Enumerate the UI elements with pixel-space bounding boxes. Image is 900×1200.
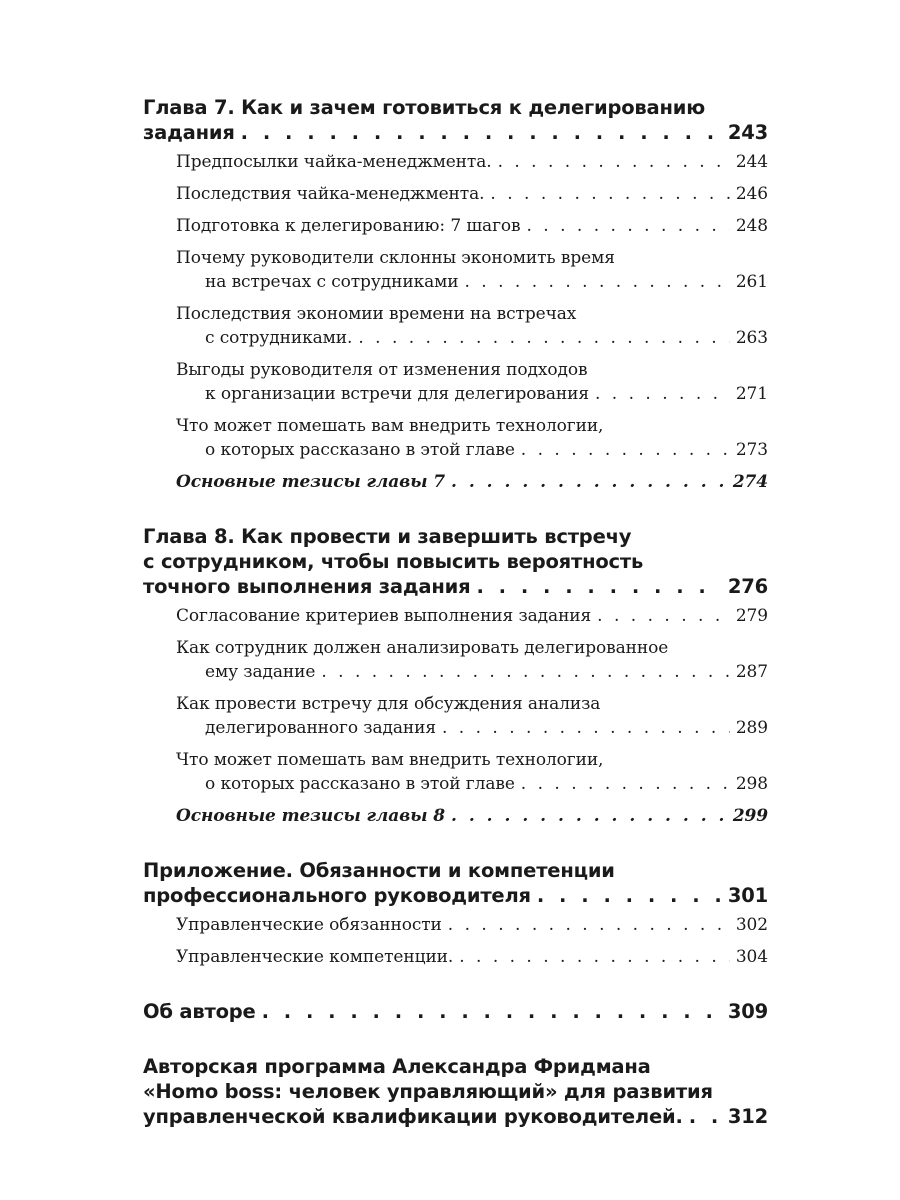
toc-entry xyxy=(176,182,768,206)
toc-entry xyxy=(176,692,768,740)
chapter-title-line: Авторская программа Александра Фридмана xyxy=(143,1055,651,1078)
entry-title-text: на встречах с сотрудниками xyxy=(205,272,459,292)
dot-leader xyxy=(451,804,727,828)
toc-entry xyxy=(176,358,768,406)
entry-row xyxy=(176,214,768,238)
dot-leader xyxy=(595,382,730,406)
toc-entry xyxy=(176,748,768,796)
chapter-title-line: Глава 8. Как провести и завершить встречу xyxy=(143,525,632,548)
entry-title-line: Что может помешать вам внедрить технологии, xyxy=(176,416,604,436)
chapter-title-row xyxy=(143,120,768,145)
entry-row xyxy=(176,438,768,462)
toc-entry xyxy=(176,214,768,238)
entry-page-number: 289 xyxy=(735,718,768,738)
toc-entry xyxy=(176,913,768,937)
dot-leader xyxy=(689,1104,722,1129)
chapter-title-line: «Homo boss: человек управляющий» для развития xyxy=(143,1080,713,1103)
entry-title-text: Основные тезисы главы 8 xyxy=(176,806,445,826)
entry-title-text: ему задание xyxy=(205,662,316,682)
chapter-title-row xyxy=(143,1104,768,1129)
toc-entry xyxy=(176,414,768,462)
entry-page-number: 263 xyxy=(735,328,768,348)
dot-leader xyxy=(241,120,722,145)
subsection-list xyxy=(176,150,768,494)
toc-entry xyxy=(176,302,768,350)
toc-chapter xyxy=(143,1054,768,1129)
entry-title-line: Как провести встречу для обсуждения анализа xyxy=(176,694,601,714)
chapter-title-text: Об авторе xyxy=(143,1000,256,1023)
entry-page-number: 298 xyxy=(735,774,768,794)
dot-leader xyxy=(490,182,729,206)
table-of-contents xyxy=(143,95,768,1159)
dot-leader xyxy=(498,150,730,174)
dot-leader xyxy=(442,716,730,740)
entry-page-number: 248 xyxy=(735,216,768,236)
dot-leader xyxy=(521,772,730,796)
dot-leader xyxy=(358,326,730,350)
entry-title-line: Последствия экономии времени на встречах xyxy=(176,304,577,324)
entry-title-text: с сотрудниками. xyxy=(205,328,353,348)
dot-leader xyxy=(476,574,721,599)
dot-leader xyxy=(537,883,722,908)
toc-entry xyxy=(176,470,768,494)
entry-page-number: 279 xyxy=(735,606,768,626)
entry-row xyxy=(176,604,768,628)
chapter-title-line: Приложение. Обязанности и компетенции xyxy=(143,859,615,882)
entry-row xyxy=(176,270,768,294)
chapter-page-number: 301 xyxy=(727,884,768,907)
chapter-title-text: задания xyxy=(143,121,235,144)
chapter-title-text: точного выполнения задания xyxy=(143,575,471,598)
entry-title-line: Что может помешать вам внедрить технологии, xyxy=(176,750,604,770)
dot-leader xyxy=(527,214,730,238)
toc-entry xyxy=(176,804,768,828)
dot-leader xyxy=(262,999,722,1024)
dot-leader xyxy=(459,945,730,969)
entry-title-line: Как сотрудник должен анализировать делегированное xyxy=(176,638,669,658)
entry-title-text: к организации встречи для делегирования xyxy=(205,384,589,404)
toc-entry xyxy=(176,604,768,628)
entry-title-text: Последствия чайка-менеджмента. xyxy=(176,184,485,204)
entry-page-number: 299 xyxy=(732,806,768,826)
entry-title-text: делегированного задания xyxy=(205,718,436,738)
dot-leader xyxy=(451,470,727,494)
entry-page-number: 261 xyxy=(735,272,768,292)
toc-entry xyxy=(176,246,768,294)
dot-leader xyxy=(448,913,730,937)
dot-leader xyxy=(597,604,730,628)
entry-row xyxy=(176,382,768,406)
entry-title-text: Управленческие компетенции. xyxy=(176,947,454,967)
entry-title-line: Выгоды руководителя от изменения подходов xyxy=(176,360,588,380)
entry-page-number: 274 xyxy=(732,472,768,492)
toc-entry xyxy=(176,945,768,969)
entry-row xyxy=(176,182,768,206)
chapter-page-number: 276 xyxy=(727,575,768,598)
toc-chapter xyxy=(143,524,768,828)
chapter-title-row xyxy=(143,574,768,599)
entry-row xyxy=(176,326,768,350)
chapter-title-line: Глава 7. Как и зачем готовиться к делегированию xyxy=(143,96,706,119)
entry-row xyxy=(176,772,768,796)
chapter-title-line: с сотрудником, чтобы повысить вероятность xyxy=(143,550,644,573)
entry-title-text: Предпосылки чайка-менеджмента. xyxy=(176,152,492,172)
dot-leader xyxy=(465,270,730,294)
entry-page-number: 246 xyxy=(735,184,768,204)
subsection-list xyxy=(176,913,768,969)
entry-row xyxy=(176,945,768,969)
entry-row xyxy=(176,470,768,494)
entry-title-text: о которых рассказано в этой главе xyxy=(205,440,515,460)
entry-page-number: 244 xyxy=(735,152,768,172)
entry-page-number: 287 xyxy=(735,662,768,682)
subsection-list xyxy=(176,604,768,828)
entry-title-text: о которых рассказано в этой главе xyxy=(205,774,515,794)
chapter-page-number: 243 xyxy=(727,121,768,144)
chapter-page-number: 309 xyxy=(727,1000,768,1023)
entry-page-number: 271 xyxy=(735,384,768,404)
entry-title-text: Основные тезисы главы 7 xyxy=(176,472,445,492)
entry-row xyxy=(176,804,768,828)
toc-entry xyxy=(176,150,768,174)
toc-chapter xyxy=(143,999,768,1024)
dot-leader xyxy=(521,438,730,462)
chapter-title-text: профессионального руководителя xyxy=(143,884,531,907)
toc-chapter xyxy=(143,95,768,494)
entry-row xyxy=(176,716,768,740)
entry-title-text: Управленческие обязанности xyxy=(176,915,442,935)
entry-row xyxy=(176,913,768,937)
entry-row xyxy=(176,150,768,174)
entry-title-text: Согласование критериев выполнения задания xyxy=(176,606,592,626)
toc-entry xyxy=(176,636,768,684)
chapter-title-text: управленческой квалификации руководителей. xyxy=(143,1105,683,1128)
chapter-title-row xyxy=(143,883,768,908)
entry-page-number: 273 xyxy=(735,440,768,460)
dot-leader xyxy=(321,660,730,684)
entry-title-text: Подготовка к делегированию: 7 шагов xyxy=(176,216,521,236)
chapter-page-number: 312 xyxy=(727,1105,768,1128)
entry-page-number: 302 xyxy=(735,915,768,935)
toc-chapter xyxy=(143,858,768,969)
entry-row xyxy=(176,660,768,684)
entry-title-line: Почему руководители склонны экономить время xyxy=(176,248,615,268)
chapter-title-row xyxy=(143,999,768,1024)
entry-page-number: 304 xyxy=(735,947,768,967)
